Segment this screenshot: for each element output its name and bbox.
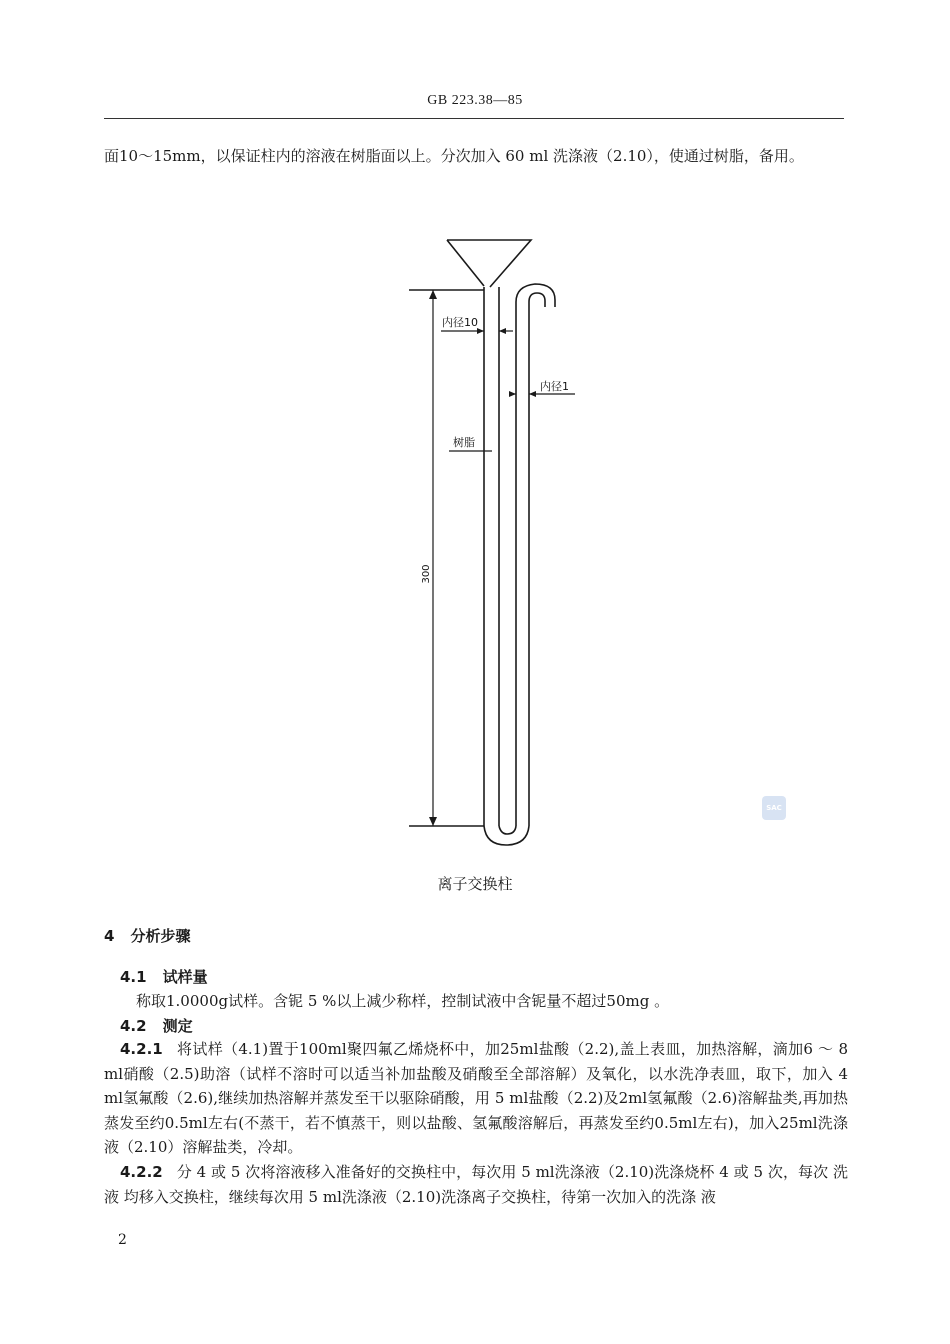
section-4-2-1-paragraph [104, 1037, 848, 1160]
section-4-2-2-paragraph [104, 1160, 848, 1209]
standard-number-header: GB 223.38—85 [427, 93, 523, 108]
section-number: 4.2.2 [120, 1163, 163, 1181]
funnel-shape [447, 240, 531, 287]
section-number: 4.2.1 [120, 1040, 163, 1058]
section-number: 4.2 [120, 1017, 147, 1035]
label-inner-diameter-1: 内径1 [540, 380, 569, 393]
paragraph-text: 将试样（4.1)置于100ml聚四氟乙烯烧杯中，加25ml盐酸（2.2),盖上表皿，加热溶解，滴加6 ～ 8 ml硝酸（2.5)助溶（试样不溶时可以适当补加盐酸及硝酸至全部溶解）及氧化，以水洗净表皿，取下，加入 4 ml氢氟酸（2.6),继续加热溶解并蒸发至干以驱除硝酸，用 5 ml盐酸（2.2)及2ml氢氟酸（2.6)溶解盐类,再加热蒸发至约0.5ml左右(不蒸干，若不慎蒸干，则以盐酸、氢氟酸溶解后，再蒸发至约0.5ml左右)，加入25ml洗涤液（2.10）溶解盐类，冷却。 [104, 1040, 848, 1156]
label-resin: 树脂 [453, 436, 475, 449]
page-number: 2 [118, 1232, 127, 1248]
figure-caption: 离子交换柱 [437, 875, 513, 893]
dimension-value: 300 [421, 564, 432, 584]
outlet-hook [516, 284, 555, 307]
u-bend [484, 826, 529, 845]
sac-watermark-logo: SAC [762, 796, 786, 820]
section-4-2-heading [120, 1015, 193, 1036]
section-4-1-text: 称取1.0000g试样。含铌 5 %以上减少称样，控制试液中含铌量不超过50mg 。 [136, 992, 670, 1010]
intro-paragraph: 面10～15mm，以保证柱内的溶液在树脂面以上。分次加入 60 ml 洗涤液（2.10），使通过树脂，备用。 [104, 147, 804, 165]
section-4-1-heading [120, 966, 208, 987]
section-4-heading [104, 925, 190, 946]
section-title: 测定 [162, 1017, 193, 1035]
paragraph-text: 分 4 或 5 次将溶液移入准备好的交换柱中，每次用 5 ml洗涤液（2.10)洗涤烧杯 4 或 5 次，每次 洗 液 均移入交换柱，继续每次用 5 ml洗涤液（2.10)洗涤离子交换柱，待第一次加入的洗涤 液 [104, 1163, 848, 1206]
section-number: 4.1 [120, 968, 147, 986]
section-title: 试样量 [162, 968, 208, 986]
section-title: 分析步骤 [130, 927, 191, 945]
header-rule [104, 118, 844, 119]
ion-exchange-column-figure [395, 225, 625, 865]
label-inner-diameter-10: 内径10 [442, 316, 478, 329]
section-number: 4 [104, 927, 115, 945]
